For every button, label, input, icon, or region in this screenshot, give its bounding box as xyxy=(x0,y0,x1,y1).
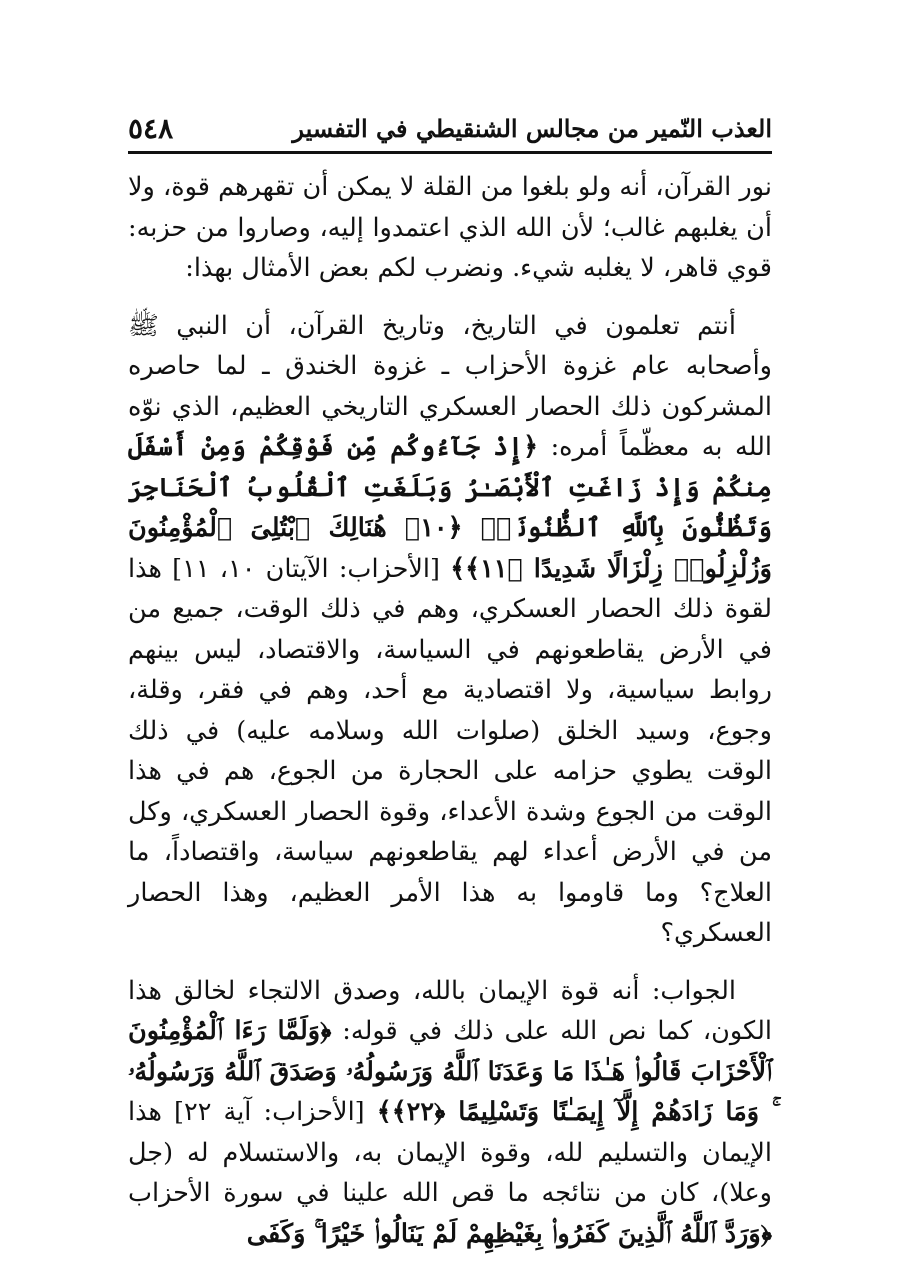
prose-text: أنتم تعلمون في التاريخ، وتاريخ القرآن، أن النبي ﷺ وأصحابه عام غزوة الأحزاب ـ غزوة الخندق ـ لما حاصره المشركون ذلك الحصار العسكري التاريخي العظيم، الذي نوّه الله به معظّماً أمره: xyxy=(128,310,772,462)
page-body xyxy=(128,167,772,1254)
paragraph xyxy=(128,167,772,289)
prose-text: نور القرآن، أنه ولو بلغوا من القلة لا يمكن أن تقهرهم قوة، ولا أن يغلبهم غالب؛ لأن الله الذي اعتمدوا إليه، وصاروا من حزبه: قوي قاهر، لا يغلبه شيء. ونضرب لكم بعض الأمثال بهذا: xyxy=(128,172,772,283)
prose-text: الجواب: أنه قوة الإيمان بالله، وصدق الالتجاء لخالق هذا الكون، كما نص الله على ذلك في قوله: xyxy=(128,975,772,1046)
quran-verse: ﴿وَلَمَّا رَءَا ٱلْمُؤْمِنُونَ ٱلْأَحْزَابَ قَالُوا۟ هَـٰذَا مَا وَعَدَنَا ٱللَّهُ وَرَسُولُهُۥ وَصَدَقَ ٱللَّهُ وَرَسُولُهُۥ ۚ وَمَا زَادَهُمْ إِلَّآ إِيمَـٰنًا وَتَسْلِيمًا ﴿٢٢﴾﴾ xyxy=(128,1016,772,1127)
page-number: ٥٤٨ xyxy=(128,112,174,145)
running-title: العذب النّمير من مجالس الشنقيطي في التفسير xyxy=(292,114,772,143)
paragraph xyxy=(128,306,772,954)
page-header xyxy=(128,101,772,154)
paragraph xyxy=(128,971,772,1255)
prose-text: [الأحزاب: الآيتان ١٠، ١١] هذا لقوة ذلك الحصار العسكري، وهم في ذلك الوقت، جميع من في الأرض يقاطعونهم في السياسة، والاقتصاد، ليس بينهم روابط سياسية، ولا اقتصادية مع أحد، وهم في فقر، وقلة، وجوع، وسيد الخلق (صلوات الله وسلامه عليه) في ذلك الوقت يطوي حزامه على الحجارة من الجوع، هم في هذا الوقت من الجوع وشدة الأعداء، وقوة الحصار العسكري، وكل من في الأرض أعداء لهم يقاطعونهم سياسة، واقتصاداً، ما العلاج؟ وما قاوموا به هذا الأمر العظيم، وهذا الحصار العسكري؟ xyxy=(128,553,772,948)
quran-verse: ﴿إِذْ جَآءُوكُم مِّن فَوْقِكُمْ وَمِنْ أَسْفَلَ مِنكُمْ وَإِذْ زَاغَتِ ٱلْأَبْصَـٰرُ وَبَلَغَتِ ٱلْقُلُوبُ ٱلْحَنَاجِرَ وَتَظُنُّونَ بِٱللَّهِ ٱلظُّنُونَا۠ ﴿١٠﴾ هُنَالِكَ ٱبْتُلِىَ ٱلْمُؤْمِنُونَ وَزُلْزِلُوا۟ زِلْزَالًا شَدِيدًا ﴿١١﴾﴾ xyxy=(128,432,772,584)
quran-verse: ﴿وَرَدَّ ٱللَّهُ ٱلَّذِينَ كَفَرُوا۟ بِغَيْظِهِمْ لَمْ يَنَالُوا۟ خَيْرًا ۚ وَكَفَى xyxy=(246,1218,772,1249)
prose-text: [الأحزاب: آية ٢٢] هذا الإيمان والتسليم لله، وقوة الإيمان به، والاستسلام له (جل وعلا)، كان من نتائجه ما قص الله علينا في سورة الأحزاب xyxy=(128,1097,772,1208)
